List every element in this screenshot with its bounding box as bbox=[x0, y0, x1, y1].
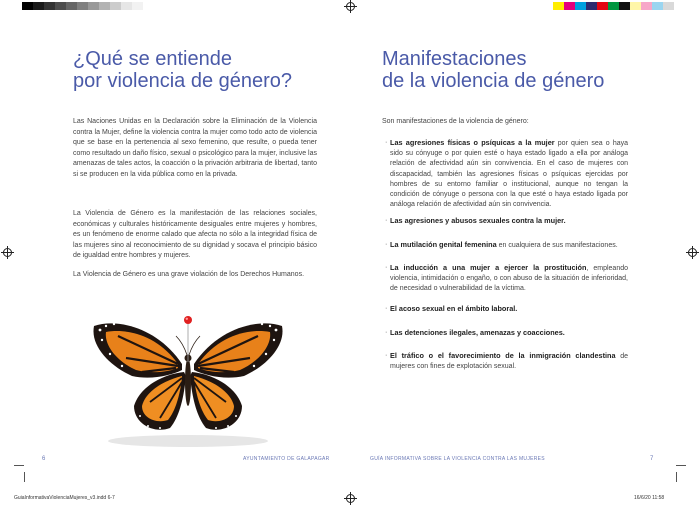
right-intro: Son manifestaciones de la violencia de género: bbox=[382, 118, 529, 125]
crop-mark bbox=[676, 472, 677, 482]
right-page-footer: GUÍA INFORMATIVA SOBRE LA VIOLENCIA CONTRA LAS MUJERES bbox=[370, 456, 545, 462]
crop-mark bbox=[24, 472, 25, 482]
left-page-footer: AYUNTAMIENTO DE GALAPAGAR bbox=[243, 456, 330, 462]
list-item: · Las detenciones ilegales, amenazas y coacciones. bbox=[385, 327, 565, 337]
slug-date: 16/6/20 11:58 bbox=[634, 495, 665, 501]
grayscale-color-bar bbox=[22, 2, 143, 10]
crop-mark bbox=[676, 465, 686, 466]
right-page-title: Manifestaciones de la violencia de género bbox=[382, 48, 605, 92]
list-item: · La mutilación genital femenina en cualquiera de sus manifestaciones. bbox=[385, 239, 618, 249]
list-item: · Las agresiones y abusos sexuales contra la mujer. bbox=[385, 216, 566, 226]
list-item: · El tráfico o el favorecimiento de la inmigración clandestina de mujeres con fines de explotación sexual. bbox=[385, 350, 628, 371]
left-page-number: 6 bbox=[42, 456, 46, 462]
list-item: · La inducción a una mujer a ejercer la prostitución, empleando violencia, intimidación o engaño, o con abuso de la situación de inferioridad, de necesidad o vulnerabilidad de la víctima. bbox=[385, 262, 628, 293]
butterfly-illustration bbox=[88, 306, 288, 451]
list-item: · Las agresiones físicas o psíquicas a la mujer por quien sea o haya sido su cónyuge o por quien esté o haya estado ligado a ella por análoga relación de afectividad aún sin convivencia. En el caso de mujeres con discapacidad, también las agresiones físicas o psíquicas ejercidas por hombres de su entorno familiar o institucional, aunque no tengan la condición de cónyuge o persona con la que esté o haya estado ligada por análoga relación de afectividad aún sin convivencia. bbox=[385, 138, 629, 209]
list-item: · El acoso sexual en el ámbito laboral. bbox=[385, 304, 518, 314]
cmyk-color-bar bbox=[553, 2, 685, 10]
left-page-title: ¿Qué se entiende por violencia de género? bbox=[73, 48, 293, 92]
slug-filename: GuiaInformativaViolenciaMujeres_v3.indd 6-7 bbox=[14, 495, 115, 501]
left-paragraph-2: La Violencia de Género es la manifestación de las relaciones sociales, económicas y culturales históricamente desiguales entre mujeres y hombres, es un fenómeno de enorme calado que afecta no sólo a la integridad física de las mujeres sino al reconocimiento de su dignidad y socava el principio básico de igualdad entre hombres y mujeres. bbox=[73, 210, 317, 260]
left-paragraph-1: Las Naciones Unidas en la Declaración sobre la Eliminación de la Violencia contra la Mujer, define la violencia contra la mujer como todo acto de violencia que se base en la pertenencia al sexo femenino, que resulte, o pueda tener como resultado un daño físico, sexual o psicológico para la mujer, inclusive las amenazas de tales actos, la coacción o la privación arbitraria de libertad, tanto si se producen en la vida pública como en la privada. bbox=[73, 118, 317, 178]
left-paragraph-3: La Violencia de Género es una grave violación de los Derechos Humanos. bbox=[73, 271, 305, 278]
registration-mark-icon bbox=[688, 248, 697, 257]
manifestations-list bbox=[385, 138, 629, 372]
registration-mark-icon bbox=[346, 2, 355, 11]
registration-mark-icon bbox=[3, 248, 12, 257]
registration-mark-icon bbox=[346, 494, 355, 503]
crop-mark bbox=[14, 465, 24, 466]
right-page-number: 7 bbox=[650, 456, 654, 462]
